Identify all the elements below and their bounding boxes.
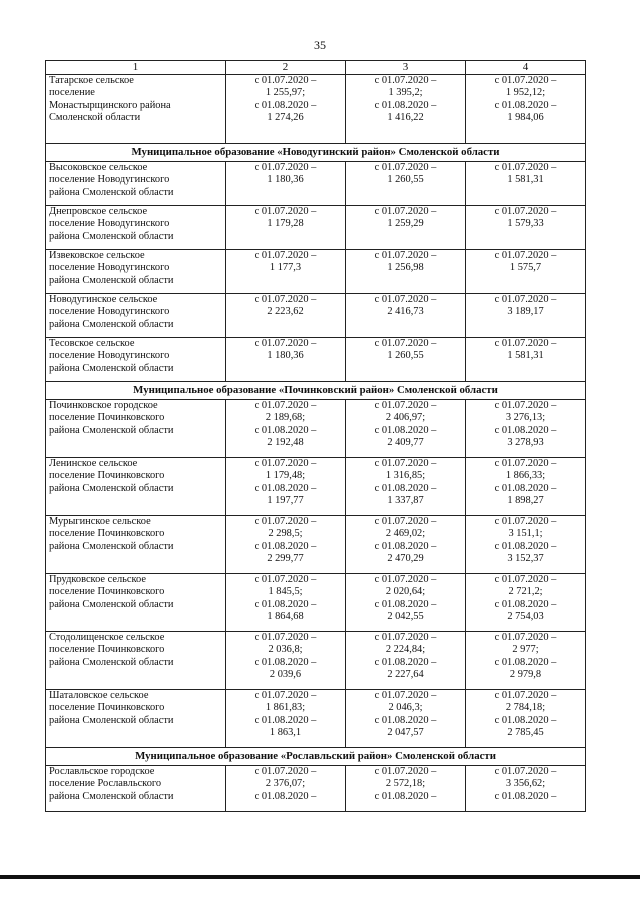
value-line: с 01.07.2020 –: [374, 250, 437, 261]
settlement-name-line: района Смоленской области: [49, 230, 174, 242]
table-row: [46, 458, 586, 516]
section-heading: Муниципальное образование «Новодугинский район» Смоленской области: [46, 144, 586, 162]
value-line: с 01.07.2020 –: [254, 400, 317, 411]
value-cell-col3: [346, 574, 466, 632]
value-line: с 01.08.2020 –: [374, 482, 437, 494]
value-line: 1 274,26: [267, 111, 304, 123]
settlement-name-cell: [46, 632, 226, 690]
value-line: 2 784,18;: [505, 702, 546, 714]
value-line: 1 579,33: [507, 218, 544, 230]
value-line: с 01.07.2020 –: [254, 162, 317, 173]
value-line: 2 227,64: [387, 668, 424, 680]
table-row: [46, 162, 586, 206]
column-number: 3: [346, 61, 466, 75]
value-line: 3 276,13;: [505, 412, 546, 424]
value-line: 1 179,48;: [265, 470, 306, 482]
value-line: с 01.07.2020 –: [494, 206, 557, 217]
value-line: с 01.08.2020 –: [494, 540, 557, 552]
value-line: с 01.07.2020 –: [494, 75, 557, 86]
value-line: с 01.08.2020 –: [494, 598, 557, 610]
value-line: 1 861,83;: [265, 702, 306, 714]
settlement-name-cell: [46, 458, 226, 516]
value-line: с 01.07.2020 –: [254, 458, 317, 469]
value-cell-col3: [346, 632, 466, 690]
value-line: с 01.08.2020 –: [374, 424, 437, 436]
value-line: с 01.07.2020 –: [254, 75, 317, 86]
table-row: [46, 294, 586, 338]
settlement-name-line: района Смоленской области: [49, 186, 174, 198]
settlement-name-cell: [46, 206, 226, 250]
settlement-name-line: района Смоленской области: [49, 790, 174, 802]
settlement-name-line: Смоленской области: [49, 111, 141, 123]
table-row: [46, 766, 586, 812]
value-line: с 01.08.2020 –: [254, 424, 317, 436]
table-row: [46, 338, 586, 382]
value-cell-col2: [226, 338, 346, 382]
value-cell-col3: [346, 250, 466, 294]
value-cell-col4: [466, 400, 586, 458]
value-line: 2 020,64;: [385, 586, 426, 598]
settlement-name-line: поселение Починковского: [49, 528, 165, 540]
value-line: с 01.08.2020 –: [374, 790, 437, 802]
settlement-name-line: поселение Новодугинского: [49, 218, 170, 230]
value-cell-col2: [226, 75, 346, 144]
settlement-name-line: Шаталовское сельское: [49, 690, 149, 701]
value-line: с 01.07.2020 –: [494, 766, 557, 777]
settlement-name-line: Новодугинское сельское: [49, 294, 158, 305]
settlement-name-line: поселение Рославльского: [49, 778, 162, 790]
value-line: 1 395,2;: [388, 87, 423, 99]
value-line: 2 047,57: [387, 726, 424, 738]
value-cell-col3: [346, 75, 466, 144]
value-line: с 01.08.2020 –: [374, 714, 437, 726]
settlement-name-cell: [46, 400, 226, 458]
value-line: 2 977;: [512, 644, 539, 656]
value-line: с 01.08.2020 –: [374, 540, 437, 552]
value-line: 1 256,98: [387, 262, 424, 274]
settlement-name-line: поселение Починковского: [49, 644, 165, 656]
value-line: с 01.07.2020 –: [494, 516, 557, 527]
value-cell-col3: [346, 400, 466, 458]
value-line: с 01.08.2020 –: [374, 99, 437, 111]
value-cell-col2: [226, 516, 346, 574]
settlement-name-line: Мурыгинское сельское: [49, 516, 151, 527]
value-line: 1 952,12;: [505, 87, 546, 99]
value-line: с 01.07.2020 –: [374, 766, 437, 777]
value-line: с 01.07.2020 –: [374, 690, 437, 701]
value-cell-col3: [346, 162, 466, 206]
settlement-name-cell: [46, 338, 226, 382]
settlement-name-line: района Смоленской области: [49, 318, 174, 330]
value-line: 2 470,29: [387, 552, 424, 564]
value-line: 2 721,2;: [508, 586, 543, 598]
value-cell-col2: [226, 690, 346, 748]
value-line: с 01.07.2020 –: [374, 574, 437, 585]
value-line: с 01.07.2020 –: [374, 75, 437, 86]
value-cell-col4: [466, 632, 586, 690]
value-line: с 01.07.2020 –: [374, 516, 437, 527]
column-number: 1: [46, 61, 226, 75]
settlement-name-cell: [46, 516, 226, 574]
value-cell-col2: [226, 162, 346, 206]
value-cell-col2: [226, 250, 346, 294]
settlement-name-line: района Смоленской области: [49, 714, 174, 726]
value-line: 3 278,93: [507, 436, 544, 448]
value-line: 2 376,07;: [265, 778, 306, 790]
value-line: с 01.07.2020 –: [494, 162, 557, 173]
column-number: 4: [466, 61, 586, 75]
tariff-table: [45, 60, 586, 812]
settlement-name-line: района Смоленской области: [49, 656, 174, 668]
table-row: [46, 632, 586, 690]
settlement-name-cell: [46, 250, 226, 294]
value-line: 2 979,8: [509, 668, 542, 680]
settlement-name-cell: [46, 162, 226, 206]
value-cell-col3: [346, 338, 466, 382]
value-line: 2 224,84;: [385, 644, 426, 656]
settlement-name-line: Высоковское сельское: [49, 162, 148, 173]
settlement-name-cell: [46, 690, 226, 748]
value-line: с 01.08.2020 –: [494, 482, 557, 494]
value-line: 2 223,62: [267, 306, 304, 318]
settlement-name-line: Монастырщинского района: [49, 99, 171, 111]
value-line: с 01.07.2020 –: [254, 338, 317, 349]
value-cell-col4: [466, 162, 586, 206]
settlement-name-line: поселение Новодугинского: [49, 306, 170, 318]
value-cell-col2: [226, 632, 346, 690]
settlement-name-line: Починковское городское: [49, 400, 158, 411]
value-line: с 01.07.2020 –: [374, 162, 437, 173]
value-line: 2 469,02;: [385, 528, 426, 540]
value-line: с 01.07.2020 –: [254, 766, 317, 777]
value-cell-col3: [346, 766, 466, 812]
value-cell-col4: [466, 766, 586, 812]
value-line: с 01.07.2020 –: [494, 338, 557, 349]
value-line: с 01.07.2020 –: [494, 400, 557, 411]
value-line: 3 356,62;: [505, 778, 546, 790]
settlement-name-line: поселение: [49, 87, 95, 99]
value-line: с 01.08.2020 –: [494, 99, 557, 111]
value-line: с 01.07.2020 –: [254, 574, 317, 585]
value-line: 3 151,1;: [508, 528, 543, 540]
settlement-name-line: поселение Новодугинского: [49, 174, 170, 186]
value-line: с 01.08.2020 –: [494, 790, 557, 802]
value-line: с 01.07.2020 –: [254, 294, 317, 305]
value-line: 2 416,73: [387, 306, 424, 318]
settlement-name-line: Татарское сельское: [49, 75, 134, 86]
value-line: 1 260,55: [387, 350, 424, 362]
value-line: 1 337,87: [387, 494, 424, 506]
value-line: 1 984,06: [507, 111, 544, 123]
value-line: 2 189,68;: [265, 412, 306, 424]
value-line: 1 416,22: [387, 111, 424, 123]
value-cell-col4: [466, 458, 586, 516]
value-line: с 01.07.2020 –: [374, 338, 437, 349]
settlement-name-line: района Смоленской области: [49, 540, 174, 552]
value-line: 1 255,97;: [265, 87, 306, 99]
value-line: 2 039,6: [269, 668, 302, 680]
value-cell-col2: [226, 458, 346, 516]
value-cell-col4: [466, 75, 586, 144]
value-line: с 01.07.2020 –: [494, 250, 557, 261]
settlement-name-line: Ленинское сельское: [49, 458, 138, 469]
value-line: с 01.08.2020 –: [254, 99, 317, 111]
value-line: с 01.07.2020 –: [494, 294, 557, 305]
value-line: 1 581,31: [507, 350, 544, 362]
value-cell-col3: [346, 516, 466, 574]
value-cell-col4: [466, 574, 586, 632]
section-heading-row: [46, 382, 586, 400]
value-cell-col2: [226, 294, 346, 338]
section-heading-row: [46, 144, 586, 162]
value-line: с 01.08.2020 –: [494, 656, 557, 668]
column-number-row: [46, 61, 586, 75]
value-line: 2 192,48: [267, 436, 304, 448]
value-line: 1 260,55: [387, 174, 424, 186]
value-cell-col2: [226, 206, 346, 250]
settlement-name-line: Днепровское сельское: [49, 206, 148, 217]
table-row: [46, 400, 586, 458]
value-line: 2 409,77: [387, 436, 424, 448]
settlement-name-cell: [46, 75, 226, 144]
value-cell-col4: [466, 516, 586, 574]
value-cell-col4: [466, 690, 586, 748]
settlement-name-line: Рославльское городское: [49, 766, 155, 777]
value-cell-col4: [466, 294, 586, 338]
value-cell-col3: [346, 206, 466, 250]
value-line: с 01.07.2020 –: [254, 632, 317, 643]
settlement-name-cell: [46, 766, 226, 812]
table-row: [46, 690, 586, 748]
value-line: с 01.07.2020 –: [374, 206, 437, 217]
value-line: 1 197,77: [267, 494, 304, 506]
page-number: 35: [314, 38, 326, 52]
value-line: с 01.08.2020 –: [494, 424, 557, 436]
settlement-name-line: Извековское сельское: [49, 250, 145, 261]
value-cell-col4: [466, 206, 586, 250]
value-line: с 01.07.2020 –: [254, 250, 317, 261]
value-line: 1 864,68: [267, 610, 304, 622]
value-line: 1 316,85;: [385, 470, 426, 482]
value-cell-col4: [466, 250, 586, 294]
value-line: 1 845,5;: [268, 586, 303, 598]
settlement-name-line: района Смоленской области: [49, 482, 174, 494]
value-line: 2 572,18;: [385, 778, 426, 790]
value-line: с 01.07.2020 –: [254, 206, 317, 217]
value-line: 3 152,37: [507, 552, 544, 564]
value-line: с 01.07.2020 –: [374, 400, 437, 411]
value-line: 2 036,8;: [268, 644, 303, 656]
settlement-name-line: Стодолищенское сельское: [49, 632, 165, 643]
table-row: [46, 574, 586, 632]
value-line: 2 785,45: [507, 726, 544, 738]
value-line: 2 754,03: [507, 610, 544, 622]
table-row: [46, 250, 586, 294]
value-line: с 01.08.2020 –: [254, 540, 317, 552]
value-line: с 01.08.2020 –: [374, 598, 437, 610]
section-heading-row: [46, 748, 586, 766]
settlement-name-line: поселение Починковского: [49, 412, 165, 424]
value-line: 1 898,27: [507, 494, 544, 506]
value-cell-col3: [346, 690, 466, 748]
value-line: 2 406,97;: [385, 412, 426, 424]
bottom-rule: [0, 875, 640, 879]
settlement-name-cell: [46, 574, 226, 632]
value-line: 2 042,55: [387, 610, 424, 622]
value-line: 1 866,33;: [505, 470, 546, 482]
value-line: с 01.07.2020 –: [374, 458, 437, 469]
value-line: 1 180,36: [267, 174, 304, 186]
value-line: 2 298,5;: [268, 528, 303, 540]
settlement-name-cell: [46, 294, 226, 338]
value-line: 1 259,29: [387, 218, 424, 230]
settlement-name-line: района Смоленской области: [49, 274, 174, 286]
settlement-name-line: поселение Починковского: [49, 470, 165, 482]
settlement-name-line: поселение Починковского: [49, 702, 165, 714]
table-row: [46, 75, 586, 144]
value-line: с 01.08.2020 –: [494, 714, 557, 726]
settlement-name-line: Тесовское сельское: [49, 338, 135, 349]
value-line: с 01.08.2020 –: [254, 714, 317, 726]
value-line: с 01.07.2020 –: [494, 690, 557, 701]
value-line: с 01.07.2020 –: [254, 690, 317, 701]
table-row: [46, 206, 586, 250]
value-line: 1 863,1: [269, 726, 302, 738]
value-line: с 01.08.2020 –: [254, 598, 317, 610]
value-line: с 01.08.2020 –: [254, 790, 317, 802]
value-line: с 01.07.2020 –: [254, 516, 317, 527]
value-line: с 01.07.2020 –: [374, 294, 437, 305]
table-row: [46, 516, 586, 574]
value-line: с 01.08.2020 –: [254, 482, 317, 494]
value-line: с 01.07.2020 –: [494, 632, 557, 643]
value-line: с 01.07.2020 –: [374, 632, 437, 643]
value-line: с 01.08.2020 –: [254, 656, 317, 668]
value-cell-col4: [466, 338, 586, 382]
value-cell-col3: [346, 294, 466, 338]
value-line: 1 575,7: [509, 262, 542, 274]
value-line: 3 189,17: [507, 306, 544, 318]
value-cell-col3: [346, 458, 466, 516]
value-cell-col2: [226, 766, 346, 812]
value-line: с 01.07.2020 –: [494, 458, 557, 469]
value-line: 2 299,77: [267, 552, 304, 564]
settlement-name-line: района Смоленской области: [49, 598, 174, 610]
settlement-name-line: поселение Новодугинского: [49, 262, 170, 274]
value-line: с 01.08.2020 –: [374, 656, 437, 668]
value-cell-col2: [226, 574, 346, 632]
settlement-name-line: района Смоленской области: [49, 424, 174, 436]
table-body: [46, 61, 586, 812]
settlement-name-line: района Смоленской области: [49, 362, 174, 374]
value-line: с 01.07.2020 –: [494, 574, 557, 585]
value-line: 1 180,36: [267, 350, 304, 362]
settlement-name-line: поселение Новодугинского: [49, 350, 170, 362]
settlement-name-line: Прудковское сельское: [49, 574, 146, 585]
value-line: 1 177,3: [269, 262, 302, 274]
settlement-name-line: поселение Починковского: [49, 586, 165, 598]
value-line: 1 179,28: [267, 218, 304, 230]
column-number: 2: [226, 61, 346, 75]
section-heading: Муниципальное образование «Починковский район» Смоленской области: [46, 382, 586, 400]
value-line: 2 046,3;: [388, 702, 423, 714]
section-heading: Муниципальное образование «Рославльский район» Смоленской области: [46, 748, 586, 766]
value-cell-col2: [226, 400, 346, 458]
value-line: 1 581,31: [507, 174, 544, 186]
